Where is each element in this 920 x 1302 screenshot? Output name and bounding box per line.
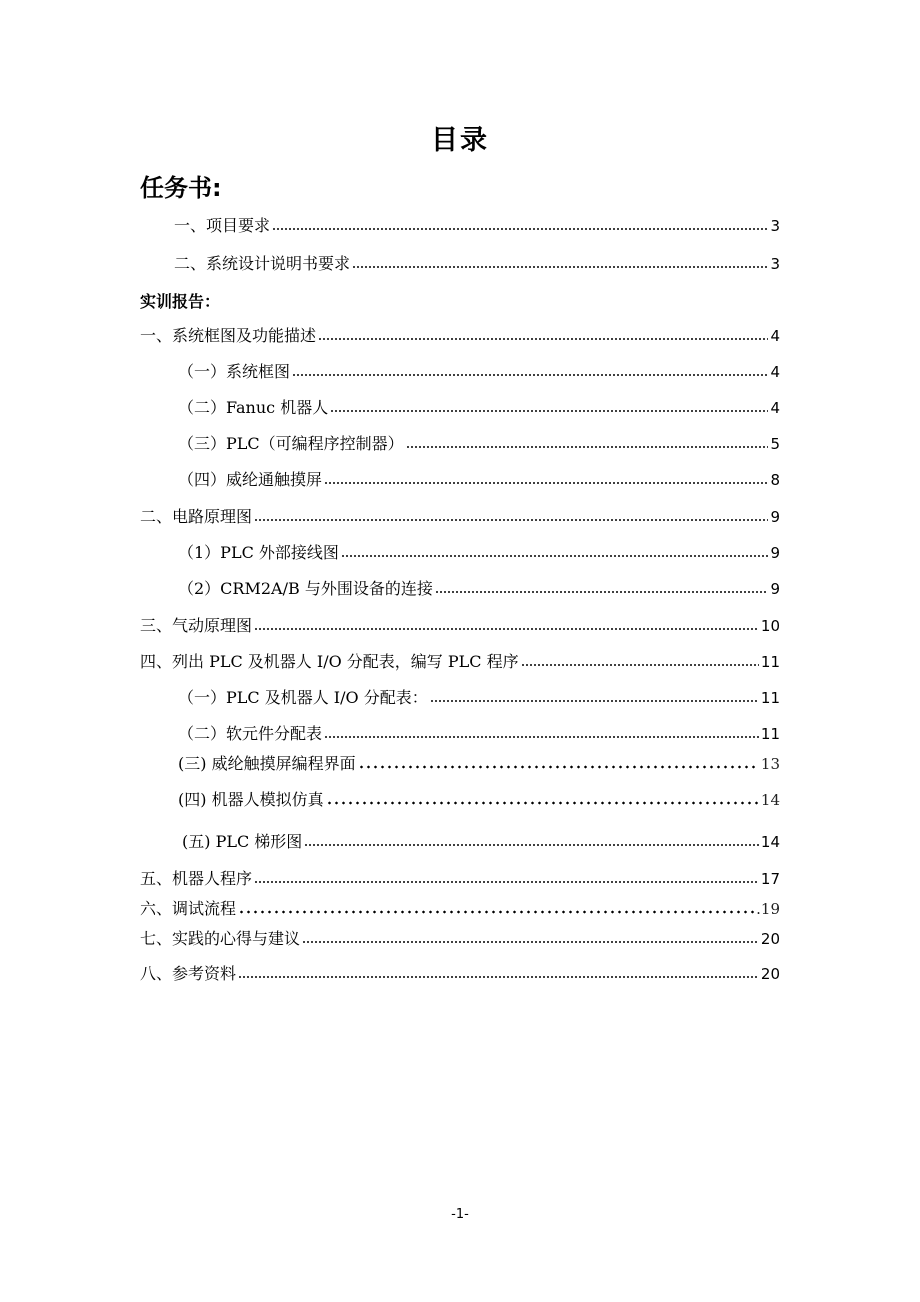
toc-entry-label: 二、系统设计说明书要求 [174, 254, 351, 273]
toc-entry[interactable] [140, 927, 780, 949]
toc-entry[interactable] [178, 541, 780, 563]
toc-leader [358, 765, 759, 769]
toc-page-number: 14 [760, 791, 780, 809]
toc-entry-label: 一、项目要求 [174, 216, 271, 235]
toc-entry[interactable] [178, 360, 780, 382]
toc-page-number: 3 [770, 217, 780, 235]
toc-page-number: 20 [760, 965, 780, 983]
toc-page-number: 3 [770, 255, 780, 273]
toc-leader [254, 880, 759, 884]
toc-entry[interactable] [140, 962, 780, 984]
toc-entry-label: 六、调试流程 [140, 899, 237, 918]
toc-leader [521, 663, 759, 667]
toc-page-number: 13 [760, 755, 780, 773]
toc-page-number: 9 [770, 544, 780, 562]
toc-entry-label: (五) PLC 梯形图 [182, 832, 303, 851]
toc-entry[interactable] [174, 214, 780, 236]
toc-leader [352, 265, 768, 269]
toc-entry[interactable] [174, 252, 780, 274]
toc-page-number: 4 [770, 363, 780, 381]
toc-leader [238, 910, 754, 914]
toc-entry[interactable] [178, 432, 780, 454]
toc-leader [341, 554, 769, 558]
toc-leader [326, 801, 759, 805]
toc-leader [330, 409, 768, 413]
toc-entry-label: （三）PLC（可编程序控制器） [178, 434, 404, 453]
toc-entry-label: （二）Fanuc 机器人 [178, 398, 329, 417]
toc-page-number: 9 [770, 580, 780, 598]
toc-leader [406, 445, 769, 449]
toc-entry[interactable] [178, 468, 780, 490]
toc-entry[interactable] [140, 505, 780, 527]
toc-entry[interactable] [140, 650, 780, 672]
toc-page-number: 20 [760, 930, 780, 948]
toc-page-number: 14 [760, 833, 780, 851]
toc-page-number: 11 [760, 653, 780, 671]
toc-entry[interactable] [178, 577, 780, 599]
toc-entry-label: 八、参考资料 [140, 964, 237, 983]
toc-entry-label: 一、系统框图及功能描述 [140, 326, 317, 345]
toc-entry-label: 四、列出 PLC 及机器人 I/O 分配表，编写 PLC 程序 [140, 652, 519, 671]
toc-leader [302, 940, 759, 944]
toc-entry[interactable] [178, 788, 780, 810]
toc-entry-label: (四) 机器人模拟仿真 [178, 790, 324, 809]
page-title: 目录 [431, 125, 489, 156]
toc-page-number: 9 [770, 508, 780, 526]
toc-leader [318, 337, 768, 341]
task-heading: 任务书: [140, 174, 222, 202]
toc-leader [238, 975, 759, 979]
toc-leader [324, 481, 768, 485]
toc-leader [254, 627, 759, 631]
toc-page-number: .19 [756, 900, 780, 918]
toc-page-number: 4 [770, 399, 780, 417]
toc-entry-label: （2）CRM2A/B 与外围设备的连接 [178, 579, 433, 598]
toc-page-number: 11 [760, 689, 780, 707]
toc-leader [430, 699, 759, 703]
toc-entry[interactable] [178, 752, 780, 774]
toc-leader [272, 227, 768, 231]
toc-entry-label: （一）PLC 及机器人 I/O 分配表： [178, 688, 428, 707]
toc-entry-label: 三、气动原理图 [140, 616, 253, 635]
toc-page-number: 5 [770, 435, 780, 453]
toc-leader [292, 373, 768, 377]
toc-entry[interactable] [140, 614, 780, 636]
toc-entry-label: 二、电路原理图 [140, 507, 253, 526]
toc-page-number: 8 [770, 471, 780, 489]
toc-entry-label: （1）PLC 外部接线图 [178, 543, 339, 562]
page-number-footer: -1- [451, 1207, 469, 1222]
toc-entry-label: 七、实践的心得与建议 [140, 929, 301, 948]
toc-entry-label: （二）软元件分配表 [178, 724, 323, 743]
toc-leader [435, 590, 769, 594]
toc-entry[interactable] [178, 722, 780, 744]
toc-entry-label: （四）威纶通触摸屏 [178, 470, 323, 489]
toc-leader [324, 735, 759, 739]
report-heading: 实训报告： [140, 292, 221, 311]
toc-leader [304, 843, 759, 847]
toc-entry[interactable] [140, 867, 780, 889]
toc-leader [254, 518, 768, 522]
toc-entry[interactable] [182, 830, 780, 852]
toc-entry[interactable] [178, 686, 780, 708]
toc-entry[interactable] [140, 324, 780, 346]
toc-page-number: 11 [760, 725, 780, 743]
toc-entry-label: (三) 威纶触摸屏编程界面 [178, 754, 356, 773]
toc-page-number: 17 [760, 870, 780, 888]
toc-page-number: 10 [760, 617, 780, 635]
toc-entry[interactable] [140, 897, 780, 919]
toc-page-number: 4 [770, 327, 780, 345]
toc-entry-label: 五、机器人程序 [140, 869, 253, 888]
toc-entry[interactable] [178, 396, 780, 418]
toc-entry-label: （一）系统框图 [178, 362, 291, 381]
